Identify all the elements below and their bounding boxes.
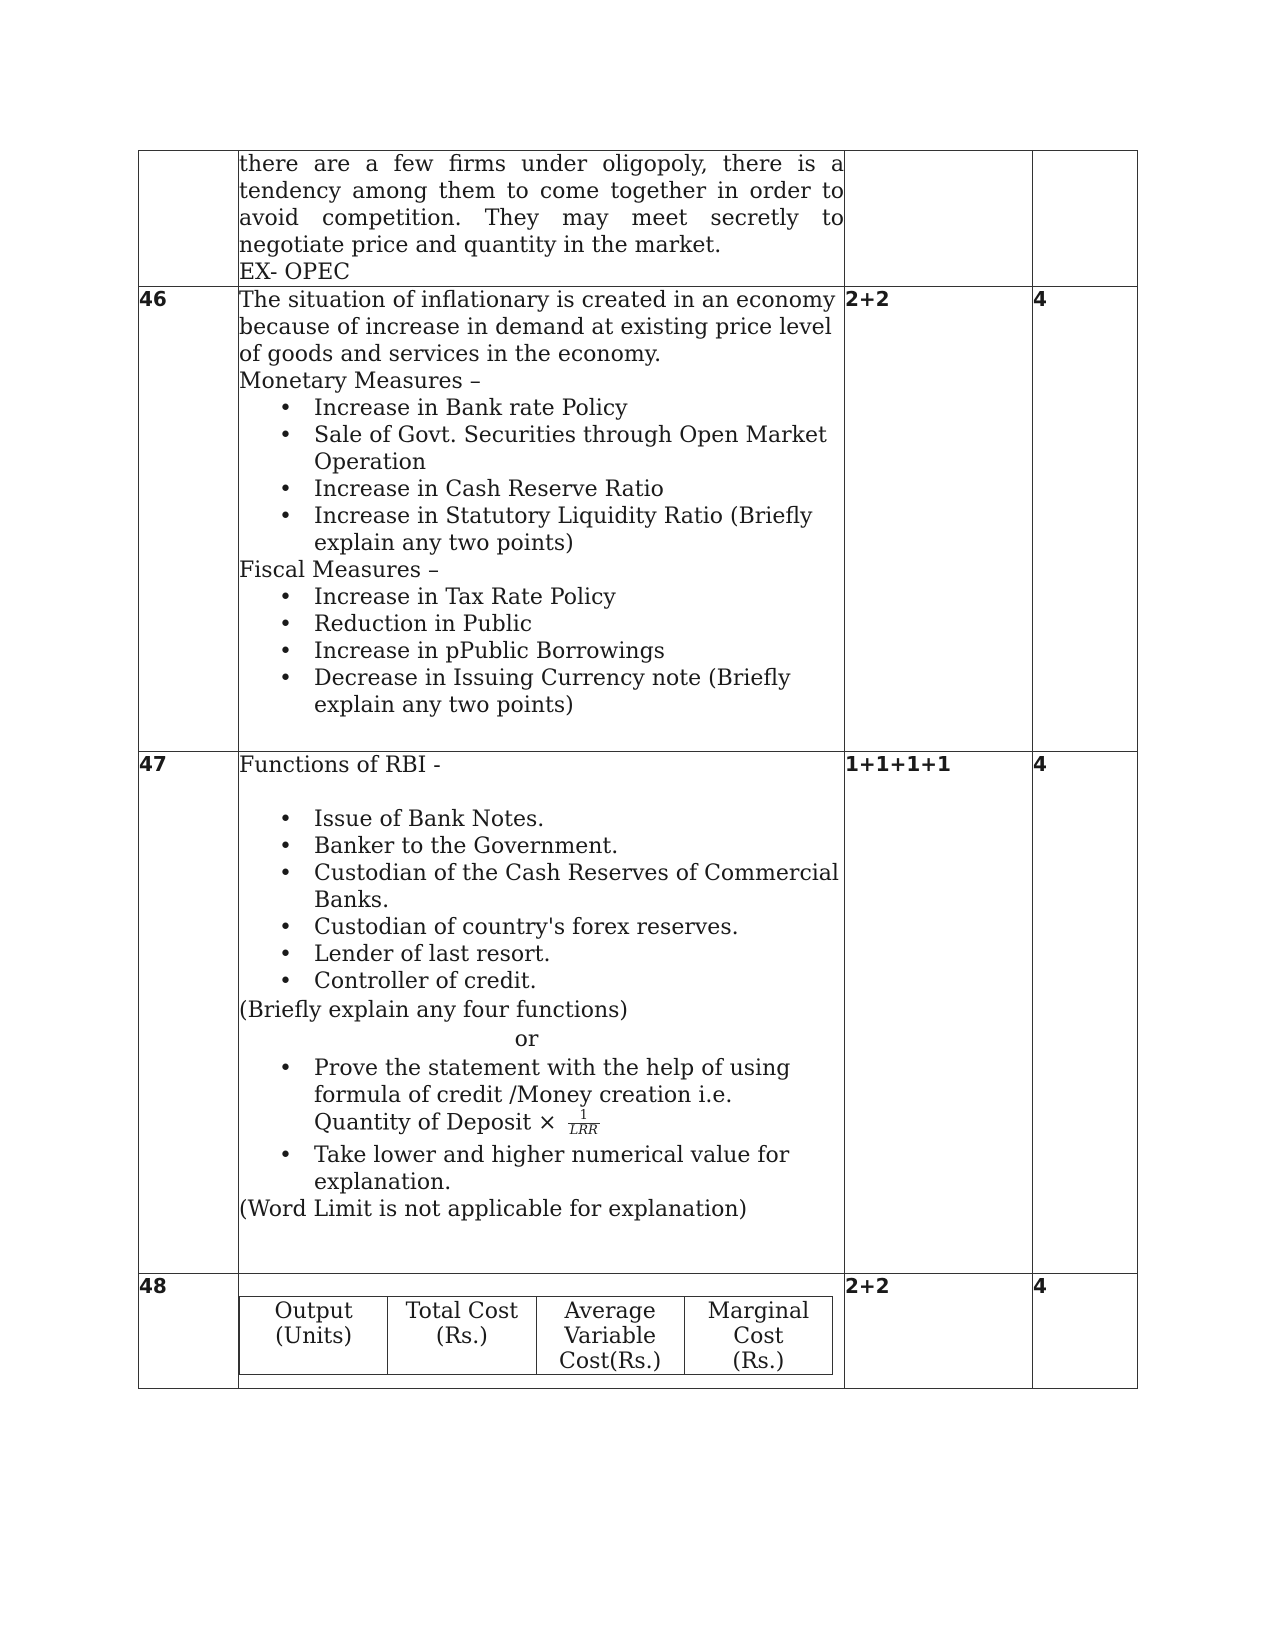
- header-line: Output: [274, 1299, 353, 1324]
- paragraph-line: negotiate price and quantity in the market.: [239, 233, 722, 258]
- answer-key-table: [138, 150, 1138, 1389]
- header-line: Total Cost: [405, 1299, 519, 1324]
- header-line: (Units): [275, 1324, 353, 1349]
- cost-table: [239, 1296, 833, 1375]
- monetary-list: [239, 395, 844, 557]
- fraction-numerator: 1: [568, 1109, 600, 1124]
- answer-cell: [239, 151, 845, 287]
- list-item: • Controller of credit.: [314, 968, 844, 995]
- alternative-list: [239, 1055, 844, 1196]
- total-marks: 4: [1033, 1274, 1138, 1389]
- rbi-functions-list: [239, 806, 844, 995]
- answer-cell: [239, 1274, 845, 1389]
- mark-split: 2+2: [845, 1274, 1033, 1389]
- formula-text: Quantity of Deposit ×: [314, 1110, 557, 1136]
- list-item: • Issue of Bank Notes.: [314, 806, 844, 833]
- total-marks: 4: [1033, 287, 1138, 752]
- fiscal-heading: Fiscal Measures –: [239, 558, 439, 583]
- header-marginal-cost: [684, 1297, 832, 1375]
- rbi-note: (Briefly explain any four functions): [239, 998, 629, 1023]
- list-item: • Lender of last resort.: [314, 941, 844, 968]
- credit-creation-text: Prove the statement with the help of using formula of credit /Money creation i.e.: [314, 1056, 791, 1108]
- total-marks: 4: [1033, 752, 1138, 1274]
- monetary-heading: Monetary Measures –: [239, 369, 481, 394]
- or-separator: or: [514, 1027, 539, 1052]
- fraction-denominator: LRR: [569, 1123, 598, 1138]
- mark-split: 2+2: [845, 287, 1033, 752]
- list-item: • Custodian of the Cash Reserves of Commercial Banks.: [314, 860, 844, 914]
- list-item: [314, 1055, 844, 1138]
- mark-split: 1+1+1+1: [845, 752, 1033, 1274]
- table-row-48: [139, 1274, 1138, 1389]
- formula-fraction: [568, 1109, 600, 1138]
- list-item: • Increase in pPublic Borrowings: [314, 638, 844, 665]
- example-text: EX- OPEC: [239, 260, 351, 285]
- list-item: • Increase in Statutory Liquidity Ratio (Briefly explain any two points): [314, 503, 844, 557]
- paragraph-line: there are a few firms under oligopoly, there is a: [239, 152, 844, 177]
- header-output: [240, 1297, 388, 1375]
- answer-key-sheet: [138, 150, 1137, 1389]
- mark-split: [845, 151, 1033, 287]
- header-average-variable-cost: [536, 1297, 684, 1375]
- answer-cell: [239, 752, 845, 1274]
- paragraph-line: avoid competition. They may meet secretly to: [239, 206, 844, 231]
- list-item: • Take lower and higher numerical value for explanation.: [314, 1142, 844, 1196]
- header-line: (Rs.): [732, 1349, 785, 1374]
- table-row-46: [139, 287, 1138, 752]
- list-item: • Increase in Tax Rate Policy: [314, 584, 844, 611]
- answer-cell: [239, 287, 845, 752]
- question-number: [139, 151, 239, 287]
- header-line: Variable: [564, 1324, 657, 1349]
- list-item: • Reduction in Public: [314, 611, 844, 638]
- cost-table-header: [240, 1297, 833, 1375]
- header-line: Cost: [733, 1324, 784, 1349]
- question-number: 46: [139, 287, 239, 752]
- list-item: • Sale of Govt. Securities through Open Market Operation: [314, 422, 844, 476]
- list-item: • Increase in Bank rate Policy: [314, 395, 844, 422]
- header-line: (Rs.): [435, 1324, 488, 1349]
- fiscal-list: [239, 584, 844, 719]
- header-line: Marginal: [707, 1299, 810, 1324]
- table-row-47: [139, 752, 1138, 1274]
- header-line: Average: [564, 1299, 656, 1324]
- list-item: • Increase in Cash Reserve Ratio: [314, 476, 844, 503]
- list-item: • Banker to the Government.: [314, 833, 844, 860]
- total-marks: [1033, 151, 1138, 287]
- list-item: • Custodian of country's forex reserves.: [314, 914, 844, 941]
- question-number: 48: [139, 1274, 239, 1389]
- inflation-intro: The situation of inflationary is created in an economy because of increase in demand at existing price level of goods and services in the economy.: [239, 288, 836, 367]
- rbi-heading: Functions of RBI -: [239, 753, 441, 778]
- paragraph-line: tendency among them to come together in order to: [239, 179, 844, 204]
- oligopoly-paragraph: [239, 151, 844, 259]
- question-number: 47: [139, 752, 239, 1274]
- list-item: • Decrease in Issuing Currency note (Briefly explain any two points): [314, 665, 844, 719]
- header-total-cost: [388, 1297, 536, 1375]
- header-line: Cost(Rs.): [559, 1349, 662, 1374]
- word-limit-note: (Word Limit is not applicable for explanation): [239, 1197, 748, 1222]
- table-row-continuation: [139, 151, 1138, 287]
